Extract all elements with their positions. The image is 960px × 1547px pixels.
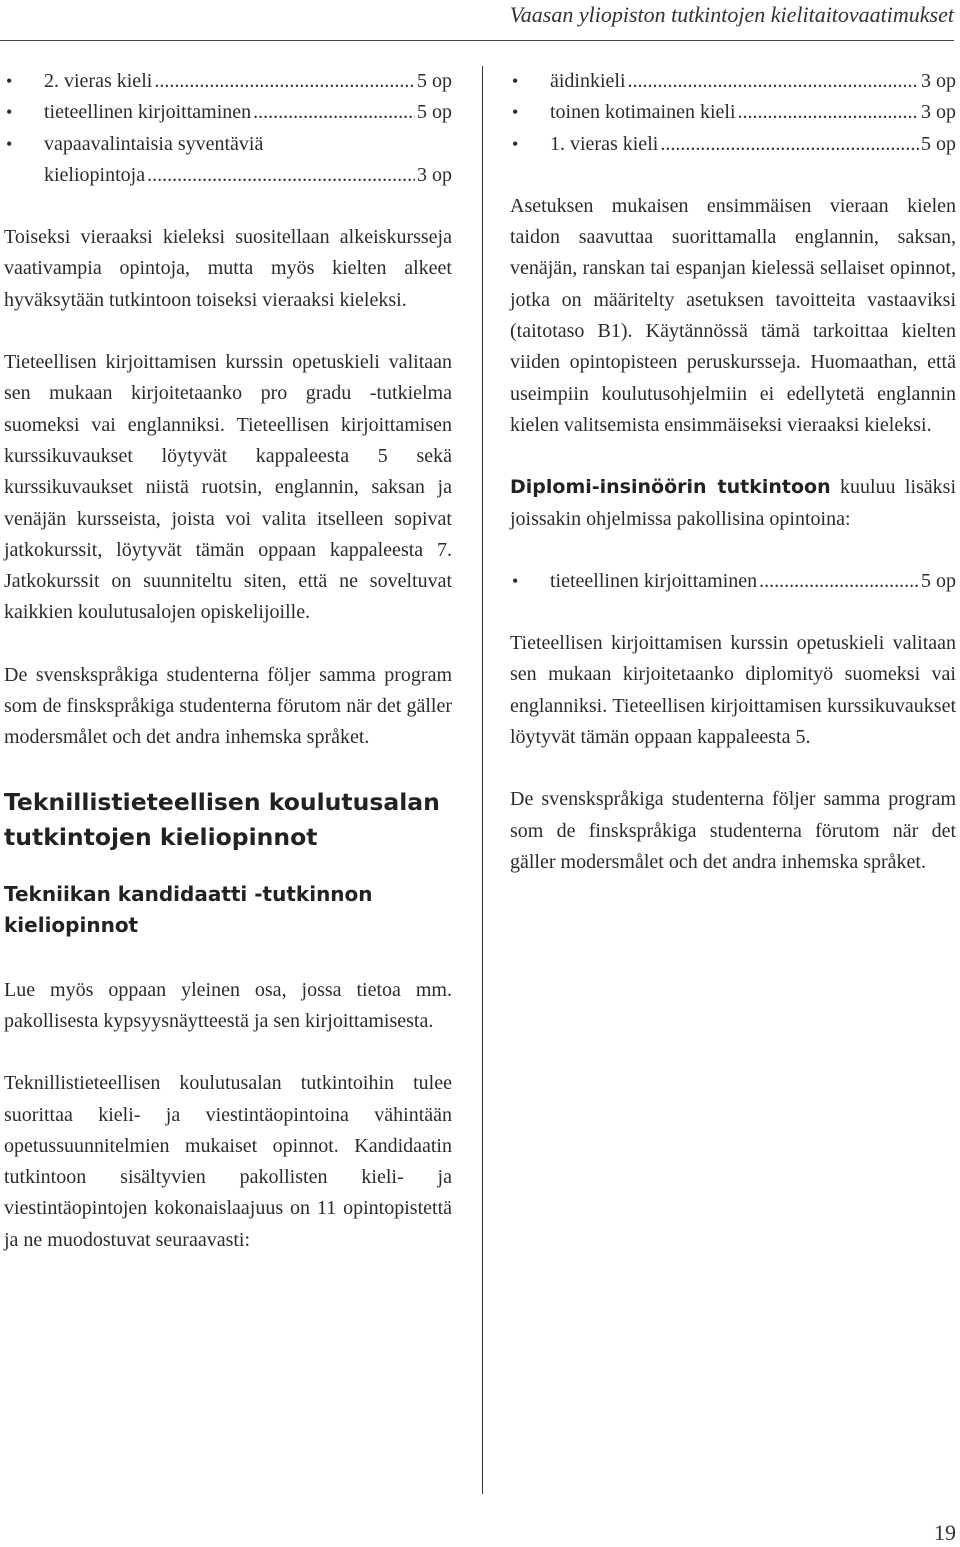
paragraph: Tieteellisen kirjoittamisen kurssin opetuskieli valitaan sen mukaan kirjoitetaanko pro gradu -tutkielma suomeksi vai englanniksi. Tieteellisen kirjoittamisen kurssikuvaukset löytyvät kappaleesta 5 sekä kurssikuvaukset niistä ruotsin, englannin, saksan ja venäjän kursseista, joista voi valita itselleen sopivat jatkokurssit, löytyvät tämän oppaan kappaleesta 7. Jatkokurssit on suunniteltu siten, että ne soveltuvat kaikkien koulutusalojen opiskelijoille. (4, 351, 452, 624)
list-item: • tieteellinen kirjoittaminen ..... 5 op (4, 97, 452, 128)
paragraph: Asetuksen mukaisen ensimmäisen vieraan kielen taidon saavuttaa suorittamalla englannin, saksan, venäjän, ranskan tai espanjan kielessä sellaiset opinnot, jotka on määritelty asetuksen tavoitteita vastaaviksi (taitotaso B1). Käytännössä tämä tarkoittaa kielten viiden opintopisteen peruskursseja. Huomaathan, että useimpiin koulutusohjelmiin ei edellytetä englannin kielen valitsemista ensimmäiseksi vieraaksi kieleksi. (510, 194, 956, 436)
dot-leader (738, 97, 919, 128)
page-number: 19 (934, 1520, 956, 1545)
list-item: • äidinkieli ..... 3 op (510, 66, 956, 97)
paragraph: Tieteellisen kirjoittamisen kurssin opetuskieli valitaan sen mukaan kirjoitetaanko diplomityö suomeksi vai englanniksi. Tieteellisen kirjoittamisen kurssikuvaukset löytyvät tämän oppaan kappaleesta 5. (510, 632, 956, 749)
left-column (4, 66, 452, 1287)
dot-leader (147, 160, 415, 191)
dot-leader (154, 66, 415, 97)
paragraph: Teknillistieteellisen koulutusalan tutkintoihin tulee suorittaa kieli- ja viestintäopintoina vähintään opetussuunnitelmien mukaiset opinnot. Kandidaatin tutkintoon sisältyvien pakollisten kieli- ja viestintäopintojen kokonaislaajuus on 11 opintopistettä ja ne muodostuvat seuraavasti: (4, 1072, 452, 1251)
list-item: • vapaavalintaisia syventäviä kieliopintoja ..... 3 op (4, 129, 452, 192)
dot-leader (628, 66, 919, 97)
credit-list-right (510, 66, 956, 160)
paragraph: De svenskspråkiga studenterna följer samma program som de finskspråkiga studenterna förutom när det gäller modersmålet och det andra inhemska språket. (4, 663, 452, 749)
paragraph: De svenskspråkiga studenterna följer samma program som de finskspråkiga studenterna förutom när det gäller modersmålet och det andra inhemska språket. (510, 788, 956, 873)
paragraph: Lue myös oppaan yleinen osa, jossa tietoa mm. pakollisesta kypsyysnäytteestä ja sen kirjoittamisesta. (4, 978, 452, 1032)
dot-leader (253, 97, 415, 128)
credit-list-right-2 (510, 566, 956, 597)
list-item: • toinen kotimainen kieli ..... 3 op (510, 97, 956, 128)
section-heading: Teknillistieteellisen koulutusalan tutkintojen kieliopinnot (4, 787, 440, 851)
paragraph: Toiseksi vieraaksi kieleksi suositellaan alkeiskursseja vaativampia opintoja, mutta myös kielten alkeet hyväksytään tutkintoon toiseksi vieraaksi kieleksi. (4, 226, 452, 311)
column-divider (482, 66, 483, 1494)
credit-list-left (4, 66, 452, 191)
subsection-heading: Tekniikan kandidaatti -tutkinnon kieliopinnot (4, 881, 373, 937)
running-title: Vaasan yliopiston tutkintojen kielitaitovaatimukset (509, 2, 954, 27)
bold-lead: Diplomi-insinöörin tutkintoon (510, 476, 831, 499)
list-item: • 1. vieras kieli ..... 5 op (510, 129, 956, 160)
running-header (0, 0, 954, 41)
right-column (510, 66, 956, 909)
list-item: • 2. vieras kieli ..... 5 op (4, 66, 452, 97)
dot-leader (660, 129, 919, 160)
list-item: • tieteellinen kirjoittaminen ..... 5 op (510, 566, 956, 597)
paragraph: Diplomi-insinöörin tutkintoon kuuluu lisäksi joissakin ohjelmissa pakollisina opintoina: (510, 476, 956, 530)
dot-leader (759, 566, 919, 597)
